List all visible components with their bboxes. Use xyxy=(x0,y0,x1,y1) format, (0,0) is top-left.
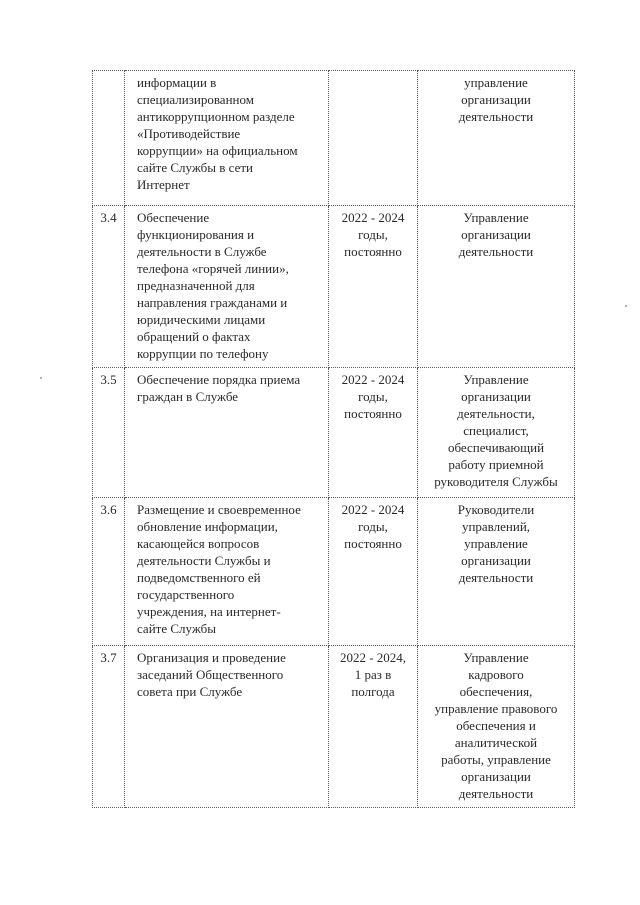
measure-description-line: касающейся вопросов xyxy=(137,536,260,551)
responsible-unit-line: организации xyxy=(461,92,531,107)
measure-description-line: Интернет xyxy=(137,177,190,192)
execution-term-line: годы, xyxy=(358,519,388,534)
measure-description-line: антикоррупционном разделе xyxy=(137,109,295,124)
measure-description xyxy=(125,646,329,808)
measure-description-line: граждан в Службе xyxy=(137,389,239,404)
measure-description-line: государственного xyxy=(137,587,235,602)
measure-description-line: коррупции» на официальном xyxy=(137,143,298,158)
measure-description xyxy=(125,206,329,368)
execution-term-line: 1 раз в xyxy=(354,667,392,682)
responsible-unit xyxy=(418,646,575,808)
measure-description xyxy=(125,71,329,206)
item-number xyxy=(93,498,125,646)
measure-description-line: Размещение и своевременное xyxy=(137,502,301,517)
measure-description xyxy=(125,498,329,646)
responsible-unit-line: аналитической xyxy=(454,735,538,750)
responsible-unit-line: управление xyxy=(464,75,528,90)
responsible-unit-line: организации xyxy=(461,389,531,404)
measure-description-line: юридическими лицами xyxy=(137,312,266,327)
execution-term xyxy=(329,368,418,498)
item-number xyxy=(93,206,125,368)
measures-table-body xyxy=(93,71,575,808)
measure-description-line: предназначенной для xyxy=(137,278,255,293)
responsible-unit-line: обеспечения и xyxy=(456,718,536,733)
measure-description-line: совета при Службе xyxy=(137,684,243,699)
measure-description-line: учреждения, на интернет- xyxy=(137,604,281,619)
scan-speck xyxy=(40,377,42,379)
responsible-unit-line: управление xyxy=(464,536,528,551)
measure-description xyxy=(125,368,329,498)
responsible-unit-line: организации xyxy=(461,227,531,242)
measure-description-line: коррупции по телефону xyxy=(137,346,269,361)
measure-description-line: направления гражданами и xyxy=(137,295,288,310)
responsible-unit-line: специалист, xyxy=(463,423,529,438)
responsible-unit-line: работы, управление xyxy=(441,752,551,767)
measure-description-line: «Противодействие xyxy=(137,126,241,141)
execution-term xyxy=(329,646,418,808)
responsible-unit-line: деятельности xyxy=(458,786,534,801)
measure-description-line: сайте Службы xyxy=(137,621,217,636)
execution-term-line: 2022 - 2024, xyxy=(339,650,407,665)
responsible-unit-line: деятельности xyxy=(458,109,534,124)
responsible-unit-line: деятельности xyxy=(458,244,534,259)
execution-term-line: 2022 - 2024 xyxy=(341,372,405,387)
table-row xyxy=(93,646,575,808)
measure-description-line: обращений о фактах xyxy=(137,329,251,344)
table-row xyxy=(93,498,575,646)
responsible-unit-line: организации xyxy=(461,769,531,784)
responsible-unit xyxy=(418,71,575,206)
scan-speck xyxy=(625,305,627,307)
item-number xyxy=(93,646,125,808)
measure-description-line: Обеспечение xyxy=(137,210,210,225)
responsible-unit xyxy=(418,368,575,498)
responsible-unit-line: деятельности xyxy=(458,570,534,585)
table-row xyxy=(93,71,575,206)
table-row xyxy=(93,206,575,368)
measures-table xyxy=(92,70,575,808)
measure-description-line: обновление информации, xyxy=(137,519,278,534)
responsible-unit-line: обеспечения, xyxy=(459,684,533,699)
execution-term-line: годы, xyxy=(358,389,388,404)
responsible-unit xyxy=(418,498,575,646)
execution-term xyxy=(329,498,418,646)
responsible-unit-line: Управление xyxy=(463,650,529,665)
responsible-unit-line: Управление xyxy=(463,210,529,225)
measure-description-line: подведомственного ей xyxy=(137,570,261,585)
responsible-unit-line: Руководители xyxy=(457,502,535,517)
item-number xyxy=(93,71,125,206)
measure-description-line: деятельности в Службе xyxy=(137,244,267,259)
execution-term-line: постоянно xyxy=(344,406,402,421)
measure-description-line: телефона «горячей линии», xyxy=(137,261,289,276)
execution-term-line: годы, xyxy=(358,227,388,242)
responsible-unit-line: деятельности, xyxy=(457,406,535,421)
execution-term-line: 2022 - 2024 xyxy=(341,210,405,225)
item-number-text: 3.4 xyxy=(100,210,117,225)
measure-description-line: информации в xyxy=(137,75,217,90)
item-number xyxy=(93,368,125,498)
execution-term-line: 2022 - 2024 xyxy=(341,502,405,517)
measure-description-line: специализированном xyxy=(137,92,254,107)
item-number-text: 3.6 xyxy=(100,502,117,517)
execution-term-line: полгода xyxy=(351,684,395,699)
execution-term-line: постоянно xyxy=(344,244,402,259)
measure-description-line: Организация и проведение xyxy=(137,650,286,665)
measure-description-line: деятельности Службы и xyxy=(137,553,271,568)
measure-description-line: сайте Службы в сети xyxy=(137,160,253,175)
responsible-unit xyxy=(418,206,575,368)
item-number-text: 3.7 xyxy=(100,650,117,665)
measure-description-line: функционирования и xyxy=(137,227,255,242)
table-row xyxy=(93,368,575,498)
item-number-text: 3.5 xyxy=(100,372,117,387)
measure-description-line: заседаний Общественного xyxy=(137,667,284,682)
responsible-unit-line: Управление xyxy=(463,372,529,387)
execution-term xyxy=(329,71,418,206)
execution-term-line: постоянно xyxy=(344,536,402,551)
responsible-unit-line: организации xyxy=(461,553,531,568)
responsible-unit-line: управление правового xyxy=(434,701,558,716)
responsible-unit-line: руководителя Службы xyxy=(434,474,558,489)
responsible-unit-line: управлений, xyxy=(461,519,531,534)
execution-term xyxy=(329,206,418,368)
responsible-unit-line: обеспечивающий xyxy=(447,440,545,455)
responsible-unit-line: работу приемной xyxy=(448,457,544,472)
responsible-unit-line: кадрового xyxy=(468,667,524,682)
measure-description-line: Обеспечение порядка приема xyxy=(137,372,301,387)
